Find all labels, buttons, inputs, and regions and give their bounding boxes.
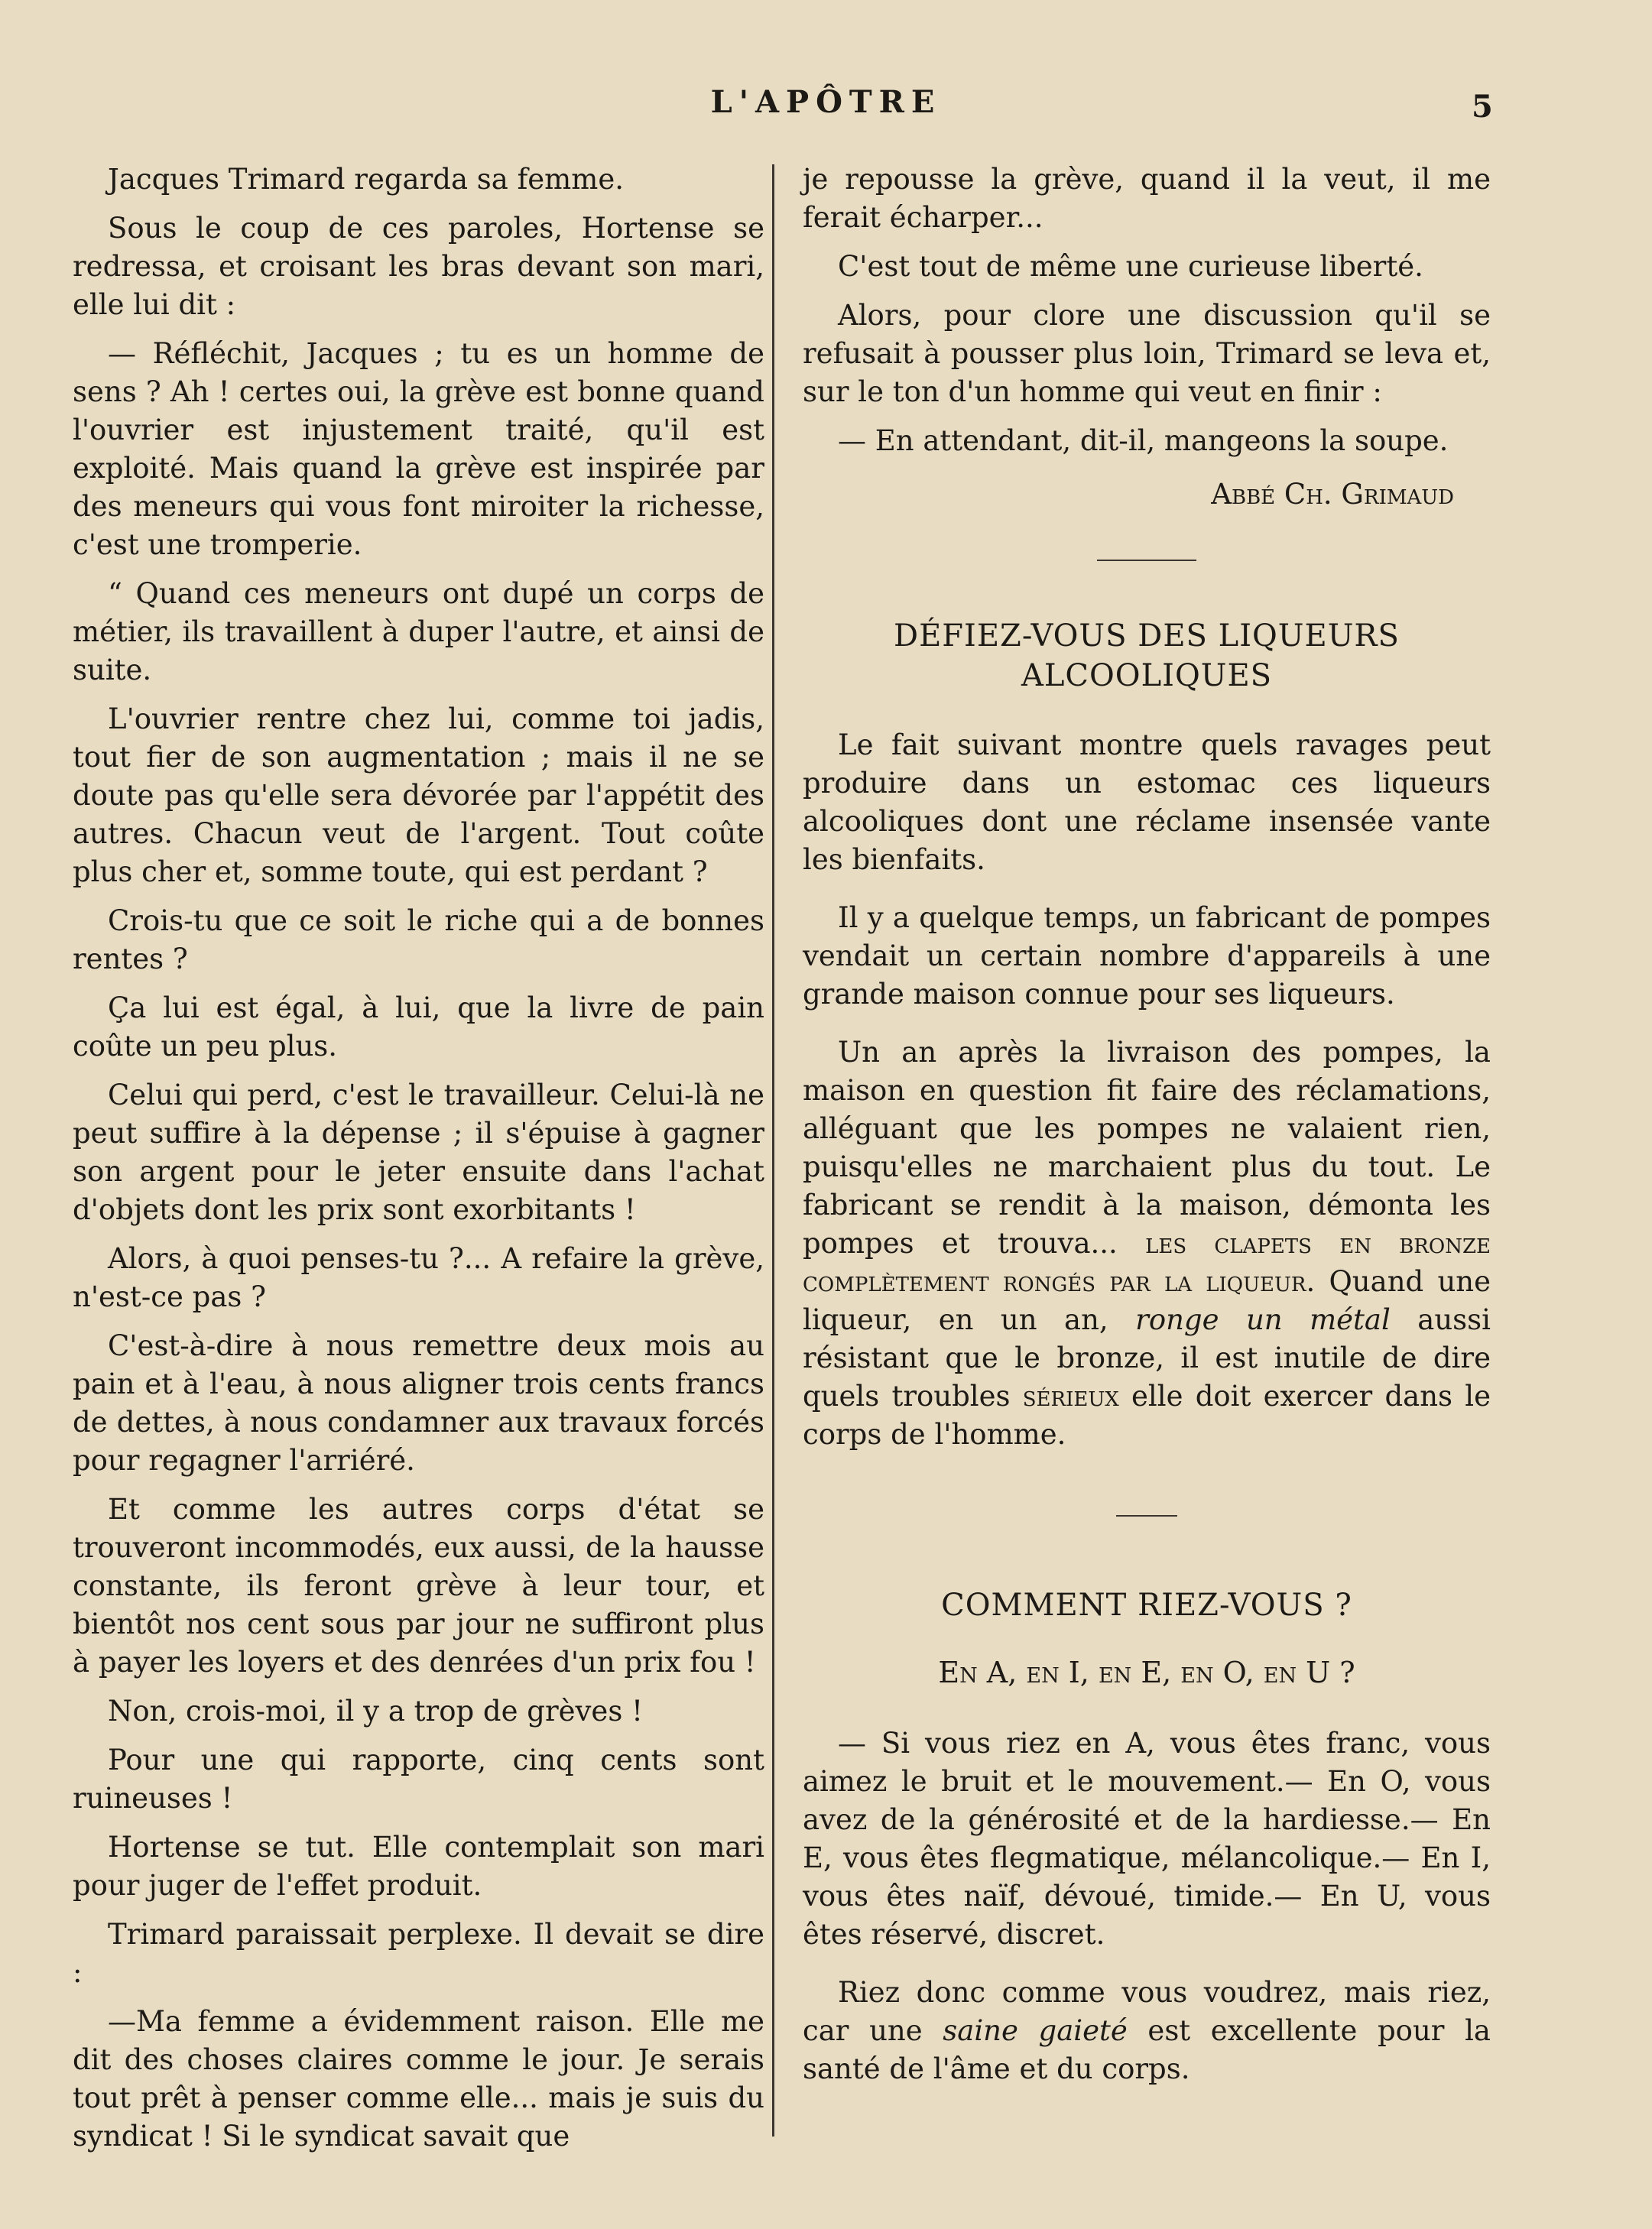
- paragraph: C'est-à-dire à nous remettre deux mois au pain et à l'eau, à nous aligner trois cents francs de dettes, à nous condamner aux travaux forcés pour regagner l'arriéré.: [73, 1329, 764, 1477]
- paragraph: — Si vous riez en A, vous êtes franc, vous aimez le bruit et le mouvement.— En O, vous avez de la générosité et de la hardiesse.— En E, vous êtes flegmatique, mélancolique.— En I, vous êtes naïf, dévoué, timide.— En U, vous êtes réservé, discret.: [803, 1727, 1491, 1951]
- paragraph: [803, 1033, 1491, 1454]
- paragraph: Crois-tu que ce soit le riche qui a de bonnes rentes ?: [73, 904, 764, 975]
- paragraph: — En attendant, dit-il, mangeons la soupe.: [838, 424, 1449, 457]
- signature-text: Abbé Ch. Grimaud: [1211, 478, 1454, 511]
- text-run: Quand une liqueur, en un an,: [803, 1265, 1491, 1336]
- article-subtitle: En A, en I, en E, en O, en U ?: [938, 1656, 1355, 1689]
- article-title: DÉFIEZ-VOUS DES LIQUEURS ALCOOLIQUES: [894, 618, 1400, 693]
- paragraph: [803, 1974, 1491, 2088]
- text-run: est excellente pour la santé de l'âme et du corps.: [803, 2014, 1491, 2085]
- left-column: [73, 161, 764, 2166]
- paragraph: “ Quand ces meneurs ont dupé un corps de métier, ils travaillent à duper l'autre, et ainsi de suite.: [73, 577, 764, 686]
- paragraph: Et comme les autres corps d'état se trouveront incommodés, eux aussi, de la hausse constante, ils feront grève à leur tour, et bientôt nos cent sous par jour ne suffiront plus à payer les loyers et des denrées d'un prix fou !: [73, 1493, 764, 1679]
- running-head: [0, 84, 1652, 130]
- section-separator: [1097, 560, 1196, 561]
- article-title: COMMENT RIEZ-VOUS ?: [941, 1588, 1352, 1623]
- text-run: aussi résistant que le bronze, il est inutile de dire quels troubles: [803, 1303, 1491, 1413]
- paragraph: Sous le coup de ces paroles, Hortense se redressa, et croisant les bras devant son mari, elle lui dit :: [73, 212, 764, 321]
- paragraph: Trimard paraissait perplexe. Il devait se dire :: [73, 1918, 764, 1989]
- paragraph: Le fait suivant montre quels ravages peut produire dans un estomac ces liqueurs alcooliques dont une réclame insensée vante les bienfaits.: [803, 728, 1491, 876]
- paragraph: C'est tout de même une curieuse liberté.: [838, 250, 1423, 283]
- italic-text: saine gaieté: [943, 2014, 1128, 2047]
- paragraph: — Réfléchit, Jacques ; tu es un homme de sens ? Ah ! certes oui, la grève est bonne quand l'ouvrier est injustement traité, qu'il est exploité. Mais quand la grève est inspirée par des meneurs qui vous font miroiter la richesse, c'est une tromperie.: [73, 337, 764, 561]
- small-caps-text: les clapets en bronze complètement rongés par la liqueur.: [803, 1227, 1491, 1298]
- paragraph: Non, crois-moi, il y a trop de grèves !: [108, 1695, 643, 1728]
- paragraph: Alors, à quoi penses-tu ?... A refaire la grève, n'est-ce pas ?: [73, 1242, 764, 1313]
- paragraph: Alors, pour clore une discussion qu'il se refusait à pousser plus loin, Trimard se leva et, sur le ton d'un homme qui veut en finir :: [803, 299, 1491, 408]
- text-run: elle doit exercer dans le corps de l'homme.: [803, 1380, 1491, 1451]
- section-separator: [1116, 1515, 1177, 1517]
- paragraph: Celui qui perd, c'est le travailleur. Celui-là ne peut suffire à la dépense ; il s'épuise à gagner son argent pour le jeter ensuite dans l'achat d'objets dont les prix sont exorbitants !: [73, 1079, 764, 1226]
- page-number: 5: [1472, 89, 1493, 125]
- author-signature: [803, 475, 1491, 514]
- journal-title: L'APÔTRE: [710, 84, 942, 120]
- text-run: Riez donc comme vous voudrez, mais riez, car une: [803, 1976, 1491, 2047]
- column-divider: [772, 164, 774, 2137]
- paragraph: Jacques Trimard regarda sa femme.: [108, 163, 624, 196]
- small-caps-text: sérieux: [1022, 1380, 1119, 1413]
- paragraph: Hortense se tut. Elle contemplait son mari pour juger de l'effet produit.: [73, 1831, 764, 1902]
- paragraph: je repousse la grève, quand il la veut, il me ferait écharper...: [803, 163, 1491, 234]
- italic-text: ronge un métal: [1135, 1303, 1391, 1336]
- paragraph: L'ouvrier rentre chez lui, comme toi jadis, tout fier de son augmentation ; mais il ne se doute pas qu'elle sera dévorée par l'appétit des autres. Chacun veut de l'argent. Tout coûte plus cher et, somme toute, qui est perdant ?: [73, 702, 764, 888]
- paragraph: Pour une qui rapporte, cinq cents sont ruineuses !: [73, 1744, 764, 1815]
- paragraph: —Ma femme a évidemment raison. Elle me dit des choses claires comme le jour. Je serais tout prêt à penser comme elle... mais je suis du syndicat ! Si le syndicat savait que: [73, 2005, 764, 2153]
- paragraph: Il y a quelque temps, un fabricant de pompes vendait un certain nombre d'appareils à une grande maison connue pour ses liqueurs.: [803, 901, 1491, 1011]
- paragraph: Ça lui est égal, à lui, que la livre de pain coûte un peu plus.: [73, 991, 764, 1063]
- text-run: Un an après la livraison des pompes, la maison en question fit faire des réclamations, alléguant que les pompes ne valaient rien, puisqu'elles ne marchaient plus du tout. Le fabricant se rendit à la maison, démonta les pompes et trouva...: [803, 1036, 1491, 1260]
- right-column: [803, 161, 1491, 2099]
